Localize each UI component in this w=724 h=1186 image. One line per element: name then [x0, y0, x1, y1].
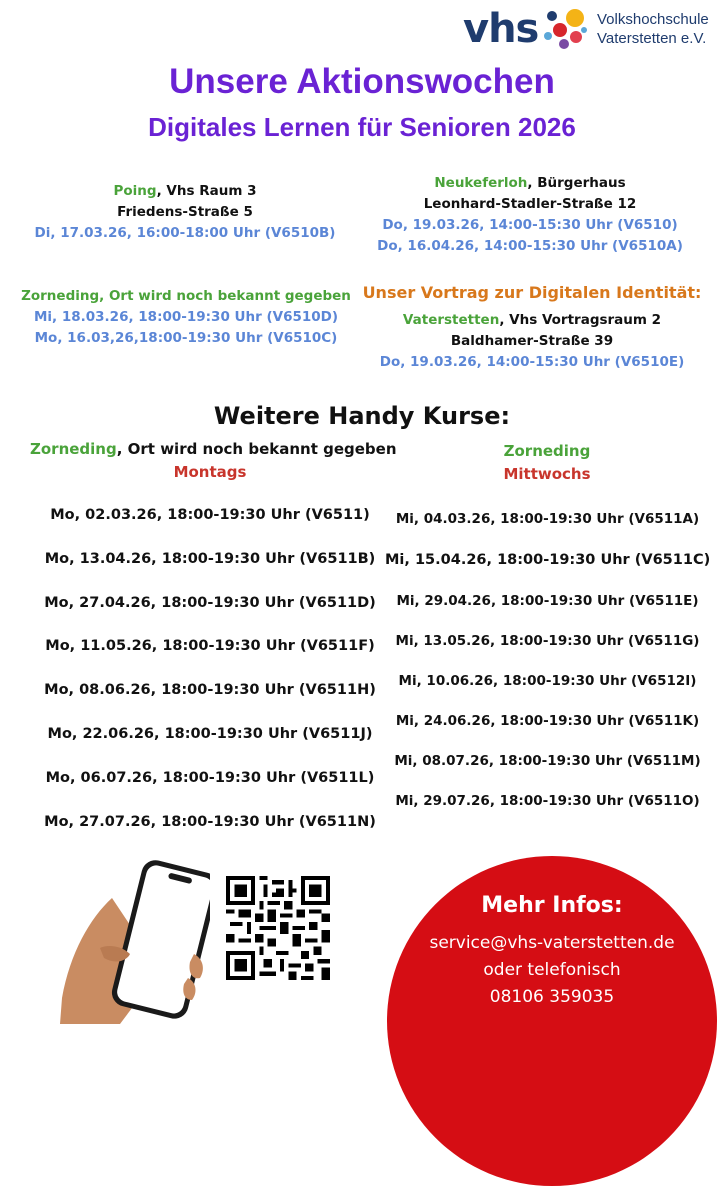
location-poing	[20, 181, 350, 244]
logo-line-1: Volkshochschule	[597, 11, 709, 28]
vortrag-street: Baldhamer-Straße 39	[450, 333, 614, 349]
wednesday-date-item: Mi, 04.03.26, 18:00-19:30 Uhr (V6511A)	[395, 511, 700, 527]
poing-date: Di, 17.03.26, 16:00-18:00 Uhr (V6510B)	[34, 225, 336, 241]
location-neukeferloh	[355, 173, 705, 257]
vhs-logo-text	[597, 10, 709, 48]
handy-left-place-line	[30, 440, 397, 458]
monday-date-item: Mo, 02.03.26, 18:00-19:30 Uhr (V6511)	[50, 507, 370, 523]
info-phone-label: oder telefonisch	[483, 960, 621, 980]
monday-date-item: Mo, 22.06.26, 18:00-19:30 Uhr (V6511J)	[47, 726, 373, 742]
wednesday-date-item: Mi, 29.07.26, 18:00-19:30 Uhr (V6511O)	[395, 793, 700, 809]
phone-in-hand-icon	[60, 858, 210, 1024]
vhs-logo-dots-icon	[538, 6, 588, 52]
neukeferloh-place: Neukeferloh	[434, 175, 528, 191]
handy-right-day: Mittwochs	[503, 465, 591, 483]
monday-date-item: Mo, 27.07.26, 18:00-19:30 Uhr (V6511N)	[44, 814, 376, 830]
page-subtitle: Digitales Lernen für Senioren 2026	[148, 112, 576, 142]
vhs-logo-wordmark: vhs	[463, 6, 539, 52]
location-zorneding	[17, 286, 355, 349]
info-phone[interactable]: 08106 359035	[489, 987, 615, 1007]
handy-left-day: Montags	[173, 463, 247, 481]
page-title: Unsere Aktionswochen	[169, 62, 555, 101]
monday-date-item: Mo, 08.06.26, 18:00-19:30 Uhr (V6511H)	[44, 682, 376, 698]
zorneding-date-2: Mo, 16.03,26,18:00-19:30 Uhr (V6510C)	[34, 330, 338, 346]
monday-date-item: Mo, 27.04.26, 18:00-19:30 Uhr (V6511D)	[44, 595, 376, 611]
poing-street: Friedens-Straße 5	[117, 204, 253, 220]
neukeferloh-date-2: Do, 16.04.26, 14:00-15:30 Uhr (V6510A)	[377, 238, 683, 254]
wednesday-date-item: Mi, 15.04.26, 18:00-19:30 Uhr (V6511C)	[385, 552, 711, 568]
info-email[interactable]: service@vhs-vaterstetten.de	[429, 933, 675, 953]
zorneding-date-1: Mi, 18.03.26, 18:00-19:30 Uhr (V6510D)	[33, 309, 339, 325]
info-title: Mehr Infos:	[481, 893, 623, 918]
wednesday-date-item: Mi, 13.05.26, 18:00-19:30 Uhr (V6511G)	[395, 633, 700, 649]
neukeferloh-room: , Bürgerhaus	[527, 175, 626, 191]
vortrag-date: Do, 19.03.26, 14:00-15:30 Uhr (V6510E)	[379, 354, 685, 370]
neukeferloh-place-line	[355, 173, 705, 194]
handy-left-place-suffix: , Ort wird noch bekannt gegeben	[116, 440, 397, 458]
wednesday-date-item: Mi, 29.04.26, 18:00-19:30 Uhr (V6511E)	[396, 593, 699, 609]
vortrag-heading: Unser Vortrag zur Digitalen Identität:	[362, 283, 702, 302]
qr-code-icon	[226, 876, 330, 980]
monday-date-item: Mo, 11.05.26, 18:00-19:30 Uhr (V6511F)	[45, 638, 375, 654]
handy-courses-heading: Weitere Handy Kurse:	[213, 402, 511, 430]
handy-left-place: Zorneding	[30, 440, 117, 458]
neukeferloh-date-1: Do, 19.03.26, 14:00-15:30 Uhr (V6510)	[382, 217, 678, 233]
poing-place-line	[20, 181, 350, 202]
vortrag-place: Vaterstetten	[402, 312, 500, 328]
zorneding-place: Zorneding, Ort wird noch bekannt gegeben	[21, 288, 351, 304]
logo-line-2: Vaterstetten e.V.	[597, 30, 707, 47]
poing-place: Poing	[113, 183, 157, 199]
vortrag-place-line	[354, 310, 710, 331]
vortrag-room: , Vhs Vortragsraum 2	[499, 312, 662, 328]
handy-right-place: Zorneding	[503, 442, 591, 460]
location-vortrag	[354, 282, 710, 373]
monday-date-item: Mo, 06.07.26, 18:00-19:30 Uhr (V6511L)	[45, 770, 375, 786]
wednesday-date-item: Mi, 10.06.26, 18:00-19:30 Uhr (V6512I)	[398, 673, 697, 689]
neukeferloh-street: Leonhard-Stadler-Straße 12	[423, 196, 637, 212]
poing-room: , Vhs Raum 3	[156, 183, 257, 199]
wednesday-date-item: Mi, 08.07.26, 18:00-19:30 Uhr (V6511M)	[394, 753, 701, 769]
wednesday-date-item: Mi, 24.06.26, 18:00-19:30 Uhr (V6511K)	[395, 713, 700, 729]
monday-date-item: Mo, 13.04.26, 18:00-19:30 Uhr (V6511B)	[44, 551, 376, 567]
